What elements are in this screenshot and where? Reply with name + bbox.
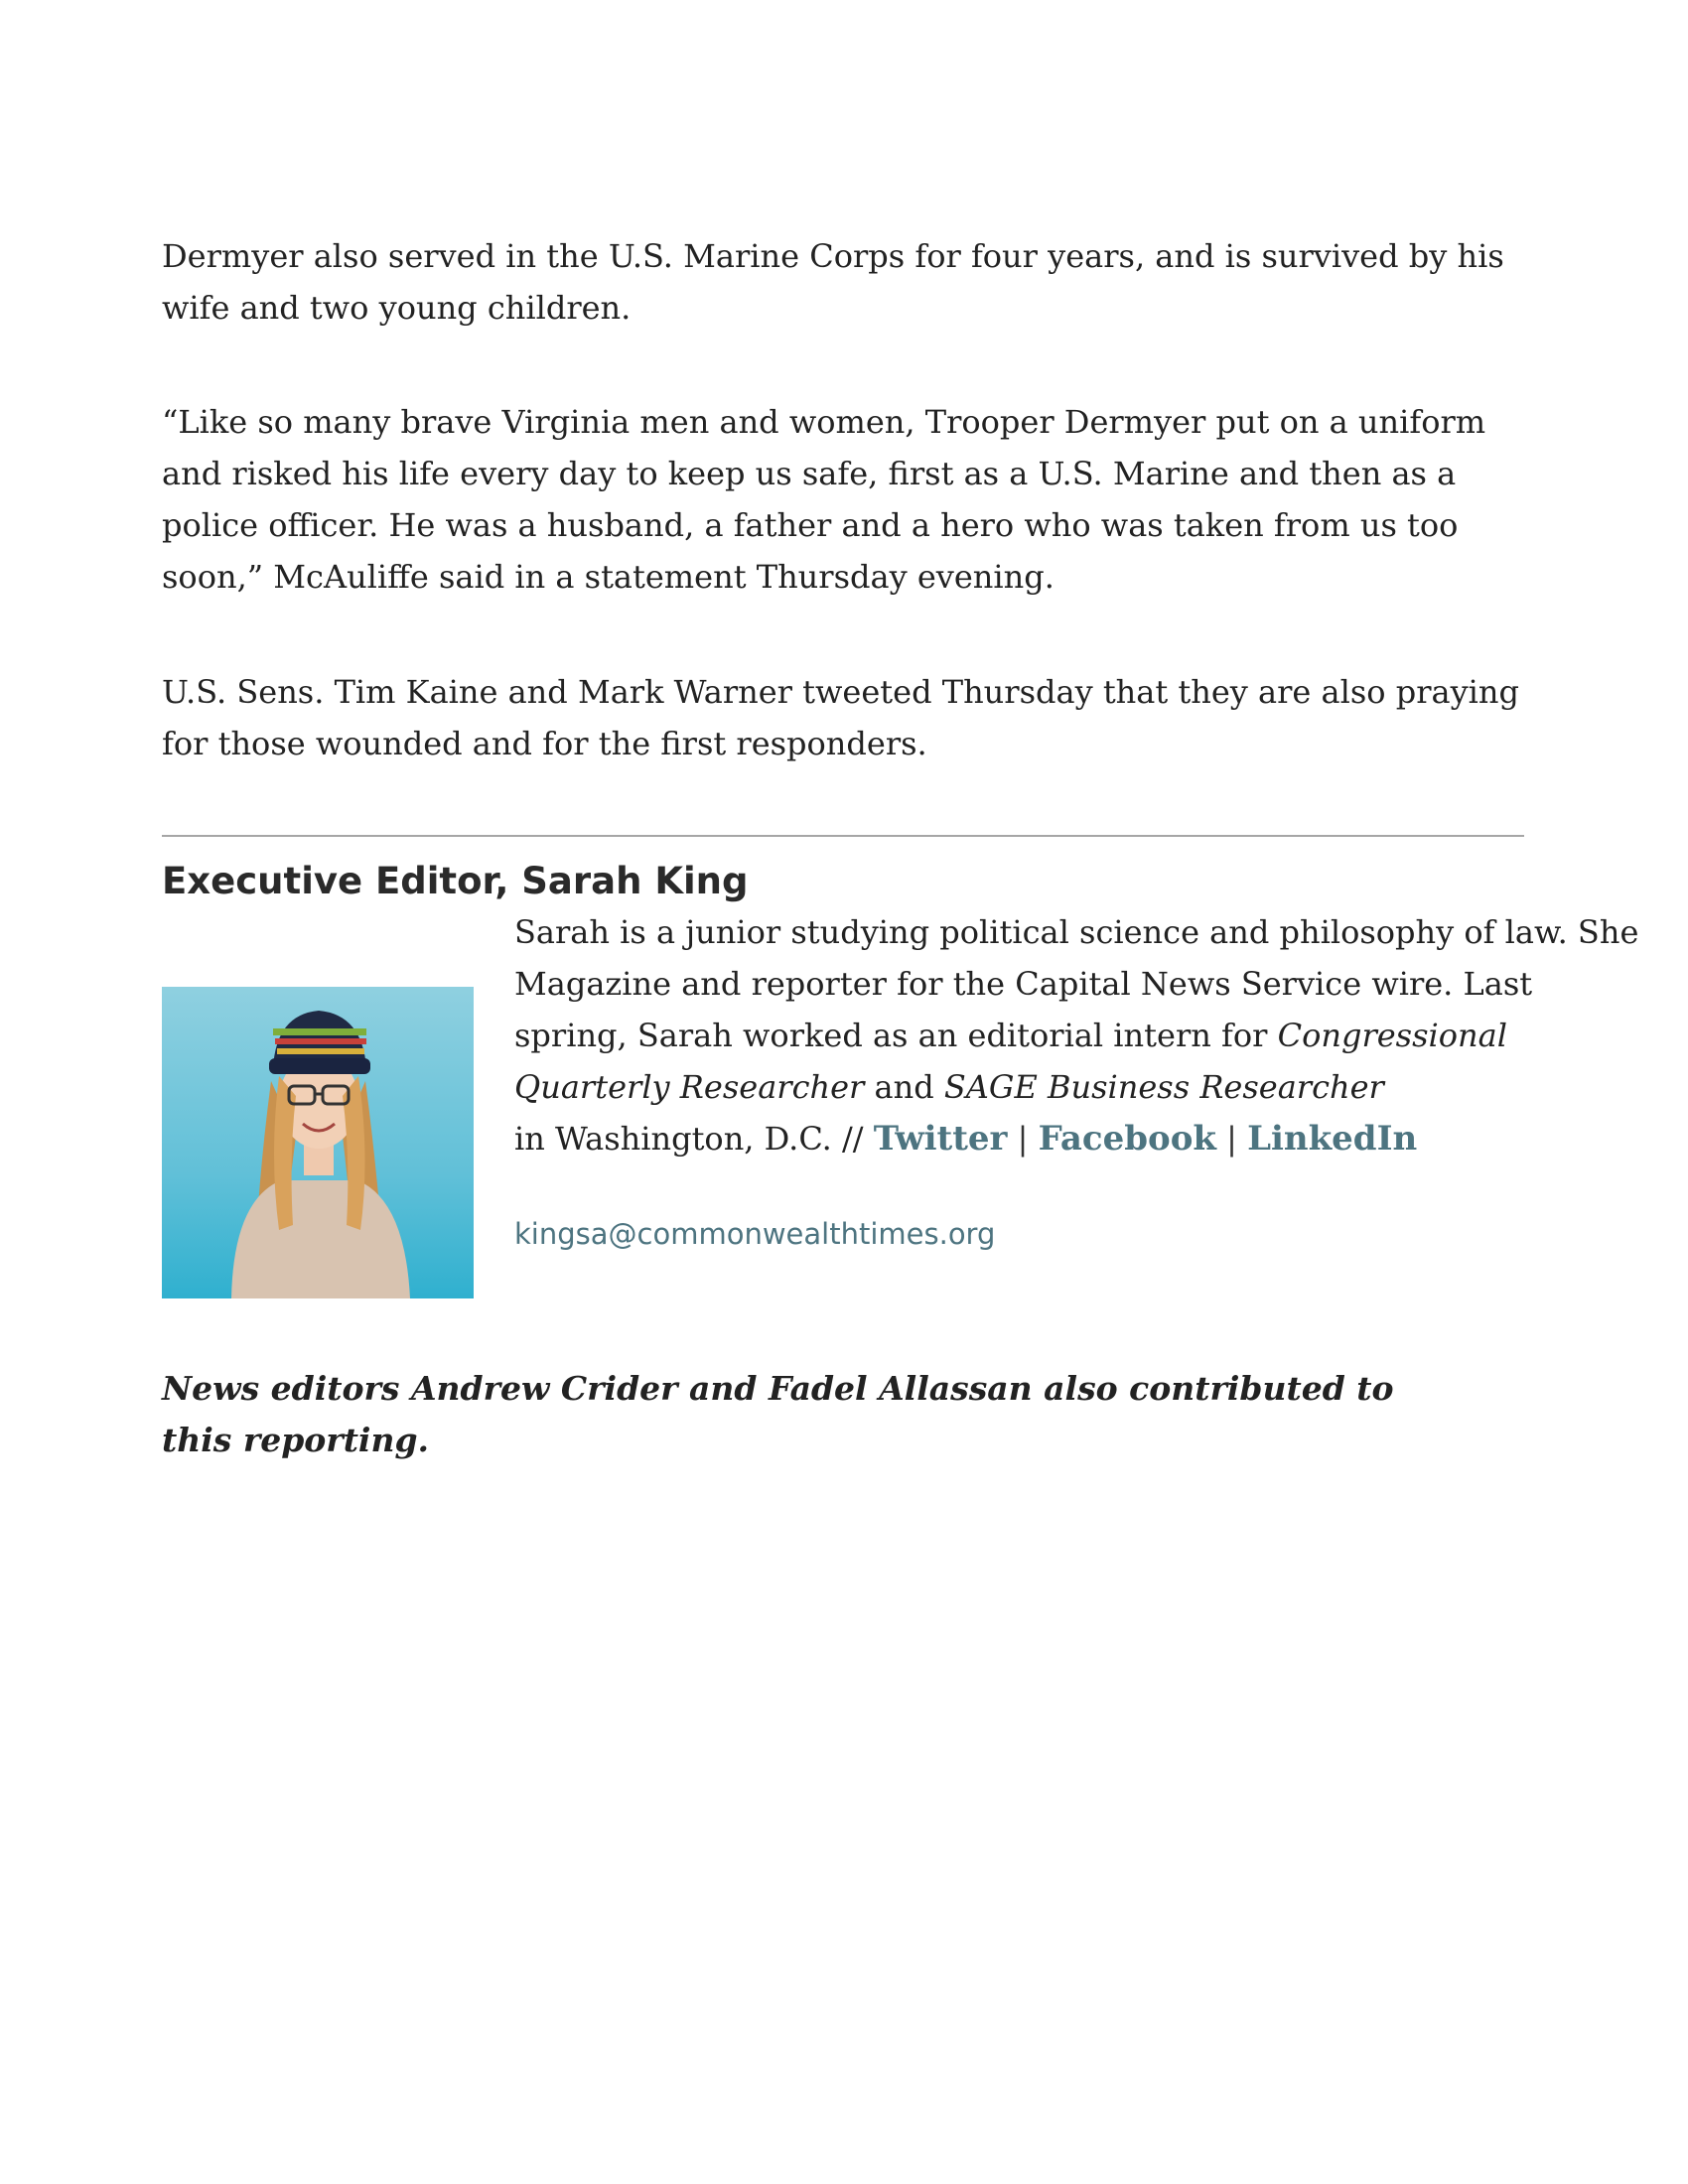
author-avatar [162,987,474,1298]
bio-text: in Washington, D.C. // [514,1120,874,1158]
contributor-credit: News editors Andrew Crider and Fadel Allassan also contributed to this reporting. [162,1369,1394,1459]
article-paragraph: Dermyer also served in the U.S. Marine Corps for four years, and is survived by his wife and two young children. [162,237,1504,327]
publication-name: Congressional [1277,1017,1507,1054]
publication-name: Quarterly Researcher [514,1068,865,1106]
bio-line [514,1113,1524,1164]
bio-line: Magazine and reporter for the Capital News Service wire. Last [514,965,1533,1003]
author-heading: Executive Editor, Sarah King [162,860,749,902]
author-photo-icon [162,987,474,1298]
link-separator: | [1215,1120,1248,1158]
author-divider [162,835,1524,837]
link-separator: | [1007,1120,1039,1158]
bio-line [514,1010,1524,1061]
bio-line [514,1061,1524,1113]
article-paragraph: U.S. Sens. Tim Kaine and Mark Warner tweeted Thursday that they are also praying for those wounded and for the first responders. [162,673,1519,762]
bio-line: Sarah is a junior studying political science and philosophy of law. She [514,913,1639,951]
article-page [162,230,1639,1466]
publication-name: SAGE Business Researcher [943,1068,1384,1106]
author-box [162,906,1639,1363]
twitter-link[interactable]: Twitter [873,1119,1008,1159]
linkedin-link[interactable]: LinkedIn [1247,1119,1418,1159]
bio-text: spring, Sarah worked as an editorial intern for [514,1017,1278,1054]
bio-text: and [864,1068,944,1106]
facebook-link[interactable]: Facebook [1038,1119,1216,1159]
article-paragraph: “Like so many brave Virginia men and women, Trooper Dermyer put on a uniform and risked his life every day to keep us safe, first as a U.S. Marine and then as a police officer. He was a husband, a father and a hero who was taken from us too soon,” McAuliffe said in a statement Thursday evening. [162,403,1486,596]
author-email-link[interactable]: kingsa@commonwealthtimes.org [514,1217,996,1251]
author-bio [514,906,1639,1164]
